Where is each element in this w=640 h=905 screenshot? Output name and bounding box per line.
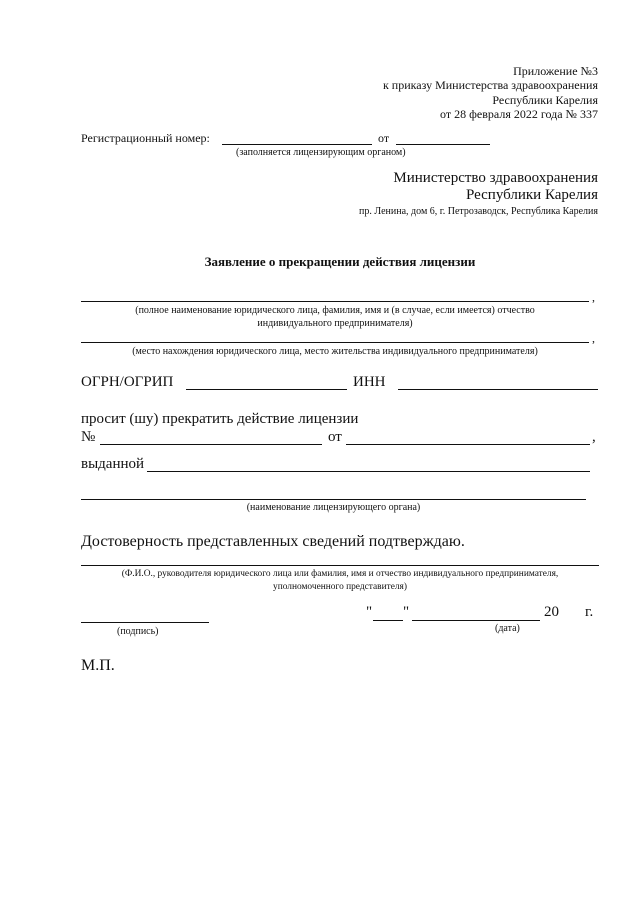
inn-field[interactable]	[398, 389, 598, 390]
signature-field[interactable]	[81, 622, 209, 623]
date-day-field[interactable]	[373, 620, 403, 621]
applicant-address-field[interactable]	[81, 342, 589, 343]
appendix-line-1: Приложение №3	[513, 64, 598, 78]
representative-hint-1: (Ф.И.О., руководителя юридического лица или фамилия, имя и отчество индивидуального предпринимателя,	[121, 569, 559, 579]
license-number-label: №	[81, 429, 96, 445]
applicant-address-hint: (место нахождения юридического лица, место жительства индивидуального предпринимателя)	[132, 346, 538, 357]
license-number-field[interactable]	[100, 444, 322, 445]
ministry-name-2: Республики Карелия	[465, 187, 598, 203]
date-quote-close: "	[403, 604, 410, 620]
date-hint: (дата)	[495, 623, 520, 634]
confirmation-text: Достоверность представленных сведений подтверждаю.	[81, 533, 465, 550]
representative-hint-2: уполномоченного представителя)	[273, 582, 407, 592]
applicant-address-comma: ,	[592, 331, 595, 345]
registration-label: Регистрационный номер:	[81, 131, 210, 145]
inn-label: ИНН	[353, 374, 386, 390]
appendix-block	[278, 64, 598, 122]
issued-by-field[interactable]	[147, 471, 590, 472]
applicant-name-comma: ,	[592, 290, 595, 304]
registration-note: (заполняется лицензирующим органом)	[236, 147, 406, 158]
registration-number-field[interactable]	[222, 144, 372, 145]
ministry-name-1: Министерство здравоохранения	[393, 170, 598, 186]
date-year-suffix: г.	[585, 604, 594, 620]
appendix-line-3: Республики Карелия	[492, 92, 598, 107]
license-date-label: от	[328, 429, 342, 445]
stamp-place: М.П.	[81, 657, 115, 674]
license-date-field[interactable]	[346, 444, 590, 445]
issued-by-field-continued[interactable]	[81, 499, 586, 500]
registration-date-field[interactable]	[396, 144, 490, 145]
request-text: просит (шу) прекратить действие лицензии	[81, 411, 359, 427]
date-quote-open: "	[366, 604, 373, 620]
applicant-name-field[interactable]	[81, 301, 589, 302]
representative-name-field[interactable]	[81, 565, 599, 566]
issued-label: выданной	[81, 456, 145, 472]
registration-from-label: от	[378, 131, 390, 145]
date-month-field[interactable]	[412, 620, 540, 621]
ogrn-label: ОГРН/ОГРИП	[81, 374, 174, 390]
license-date-comma: ,	[592, 429, 596, 445]
document-title: Заявление о прекращении действия лицензии	[204, 254, 476, 269]
applicant-name-hint-1: (полное наименование юридического лица, фамилия, имя и (в случае, если имеется) отчество	[135, 305, 535, 316]
appendix-line-2: к приказу Министерства здравоохранения	[382, 78, 598, 93]
ogrn-field[interactable]	[186, 389, 347, 390]
date-year-prefix: 20	[544, 604, 559, 620]
ministry-address: пр. Ленина, дом 6, г. Петрозаводск, Республика Карелия	[359, 206, 598, 217]
signature-hint: (подпись)	[117, 626, 159, 637]
issued-by-hint: (наименование лицензирующего органа)	[246, 502, 421, 513]
appendix-line-4: от 28 февраля 2022 года № 337	[440, 107, 598, 122]
applicant-name-hint-2: индивидуального предпринимателя)	[257, 318, 413, 329]
